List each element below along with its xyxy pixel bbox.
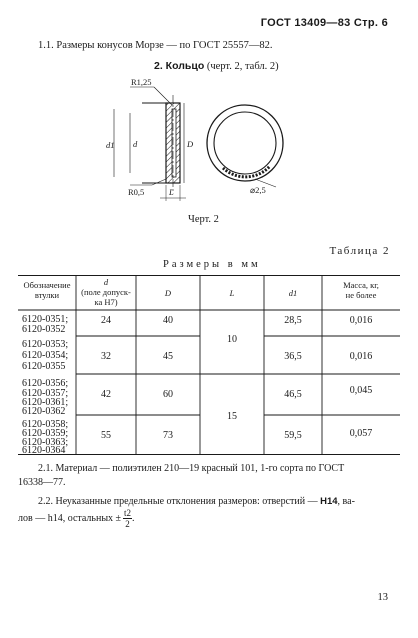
header-D: D bbox=[164, 288, 172, 298]
code-cell: 6120-0356; bbox=[22, 378, 69, 389]
code-cell: 6120-0352 bbox=[22, 324, 66, 335]
d-cell: 24 bbox=[101, 315, 111, 326]
section-2-refs: (черт. 2, табл. 2) bbox=[204, 61, 279, 72]
code-cell: 6120-0355 bbox=[22, 361, 66, 372]
code-cell: 6120-0354; bbox=[22, 350, 69, 361]
note-2-2-text2: лов — h14, остальных ± bbox=[18, 512, 122, 524]
code-cell: 6120-0358; bbox=[22, 419, 69, 430]
mass-cell: 0,016 bbox=[349, 351, 373, 362]
D-cell: 73 bbox=[163, 430, 173, 441]
ring-drawing bbox=[100, 75, 300, 205]
fraction-numerator: t2 bbox=[124, 508, 132, 518]
d1-cell: 36,5 bbox=[284, 351, 302, 362]
section-2-title: 2. Кольцо bbox=[154, 60, 205, 72]
label-d1: d1 bbox=[106, 140, 115, 150]
code-cell: 6120-0359; bbox=[22, 428, 69, 439]
ring-front-view bbox=[207, 105, 283, 195]
section-2-heading bbox=[154, 60, 279, 72]
label-L: L bbox=[169, 187, 174, 197]
label-D: D bbox=[187, 139, 194, 149]
page-header: ГОСТ 13409—83 Стр. 6 bbox=[260, 17, 388, 29]
note-2-1-line2: 16338—77. bbox=[18, 477, 66, 488]
mass-cell: 0,057 bbox=[349, 428, 373, 439]
fraction-denominator: 2 bbox=[125, 519, 130, 529]
header-mass-1: Масса, кг, bbox=[343, 280, 379, 290]
figure-caption: Черт. 2 bbox=[188, 214, 219, 225]
mass-cell: 0,016 bbox=[349, 315, 373, 326]
d1-cell: 28,5 bbox=[284, 315, 302, 326]
code-cell: 6120-0353; bbox=[22, 339, 69, 350]
table-title: Таблица 2 bbox=[329, 245, 390, 257]
header-mass-2: не более bbox=[345, 290, 377, 300]
note-2-2-period: . bbox=[132, 512, 135, 524]
d-cell: 42 bbox=[101, 389, 111, 400]
L-cell: 10 bbox=[227, 334, 237, 345]
label-r125: R1,25 bbox=[131, 77, 152, 87]
code-cell: 6120-0351; bbox=[22, 314, 69, 325]
note-2-2-line1 bbox=[38, 496, 355, 507]
dimensions-table bbox=[18, 275, 400, 455]
label-dia25: ⌀2,5 bbox=[250, 185, 266, 195]
code-cell: 6120-0361; bbox=[22, 397, 69, 408]
label-d: d bbox=[133, 139, 138, 149]
header-d-tolerance-2: ка H7) bbox=[94, 297, 118, 307]
d-cell: 32 bbox=[101, 351, 111, 362]
mass-cell: 0,045 bbox=[349, 385, 373, 396]
D-cell: 60 bbox=[163, 389, 173, 400]
header-L: L bbox=[229, 288, 235, 298]
code-cell: 6120-0363; bbox=[22, 437, 69, 448]
note-2-1-line1: 2.1. Материал — полиэтилен 210—19 красный 101, 1-го сорта по ГОСТ bbox=[38, 463, 345, 474]
L-cell: 15 bbox=[227, 411, 237, 422]
ring-section-view bbox=[106, 77, 194, 201]
header-d-tolerance-1: (поле допуск- bbox=[81, 287, 131, 297]
header-d1: d1 bbox=[288, 288, 298, 298]
page-number: 13 bbox=[377, 592, 388, 603]
note-2-2-text: 2.2. Неуказанные предельные отклонения размеров: отверстий — bbox=[38, 496, 321, 507]
code-cell: 6120-0357; bbox=[22, 388, 69, 399]
tolerance-fraction bbox=[123, 508, 132, 529]
note-2-2-end: , ва- bbox=[337, 496, 355, 507]
code-cell: 6120-0362 bbox=[22, 406, 66, 417]
note-2-2-line2 bbox=[18, 508, 135, 529]
paragraph-1-1: 1.1. Размеры конусов Морзе — по ГОСТ 25557—82. bbox=[38, 40, 273, 51]
d1-cell: 59,5 bbox=[284, 430, 302, 441]
code-cell: 6120-0364 bbox=[22, 445, 66, 455]
label-r05: R0,5 bbox=[128, 187, 145, 197]
D-cell: 45 bbox=[163, 351, 173, 362]
header-designation-1: Обозначение bbox=[23, 280, 71, 290]
header-designation-2: втулки bbox=[34, 290, 60, 300]
D-cell: 40 bbox=[163, 315, 173, 326]
header-d: d bbox=[103, 277, 109, 287]
d-cell: 55 bbox=[101, 430, 111, 441]
d1-cell: 46,5 bbox=[284, 389, 302, 400]
note-2-2-H14: H14 bbox=[320, 496, 338, 507]
table-units: Размеры в мм bbox=[163, 259, 261, 270]
